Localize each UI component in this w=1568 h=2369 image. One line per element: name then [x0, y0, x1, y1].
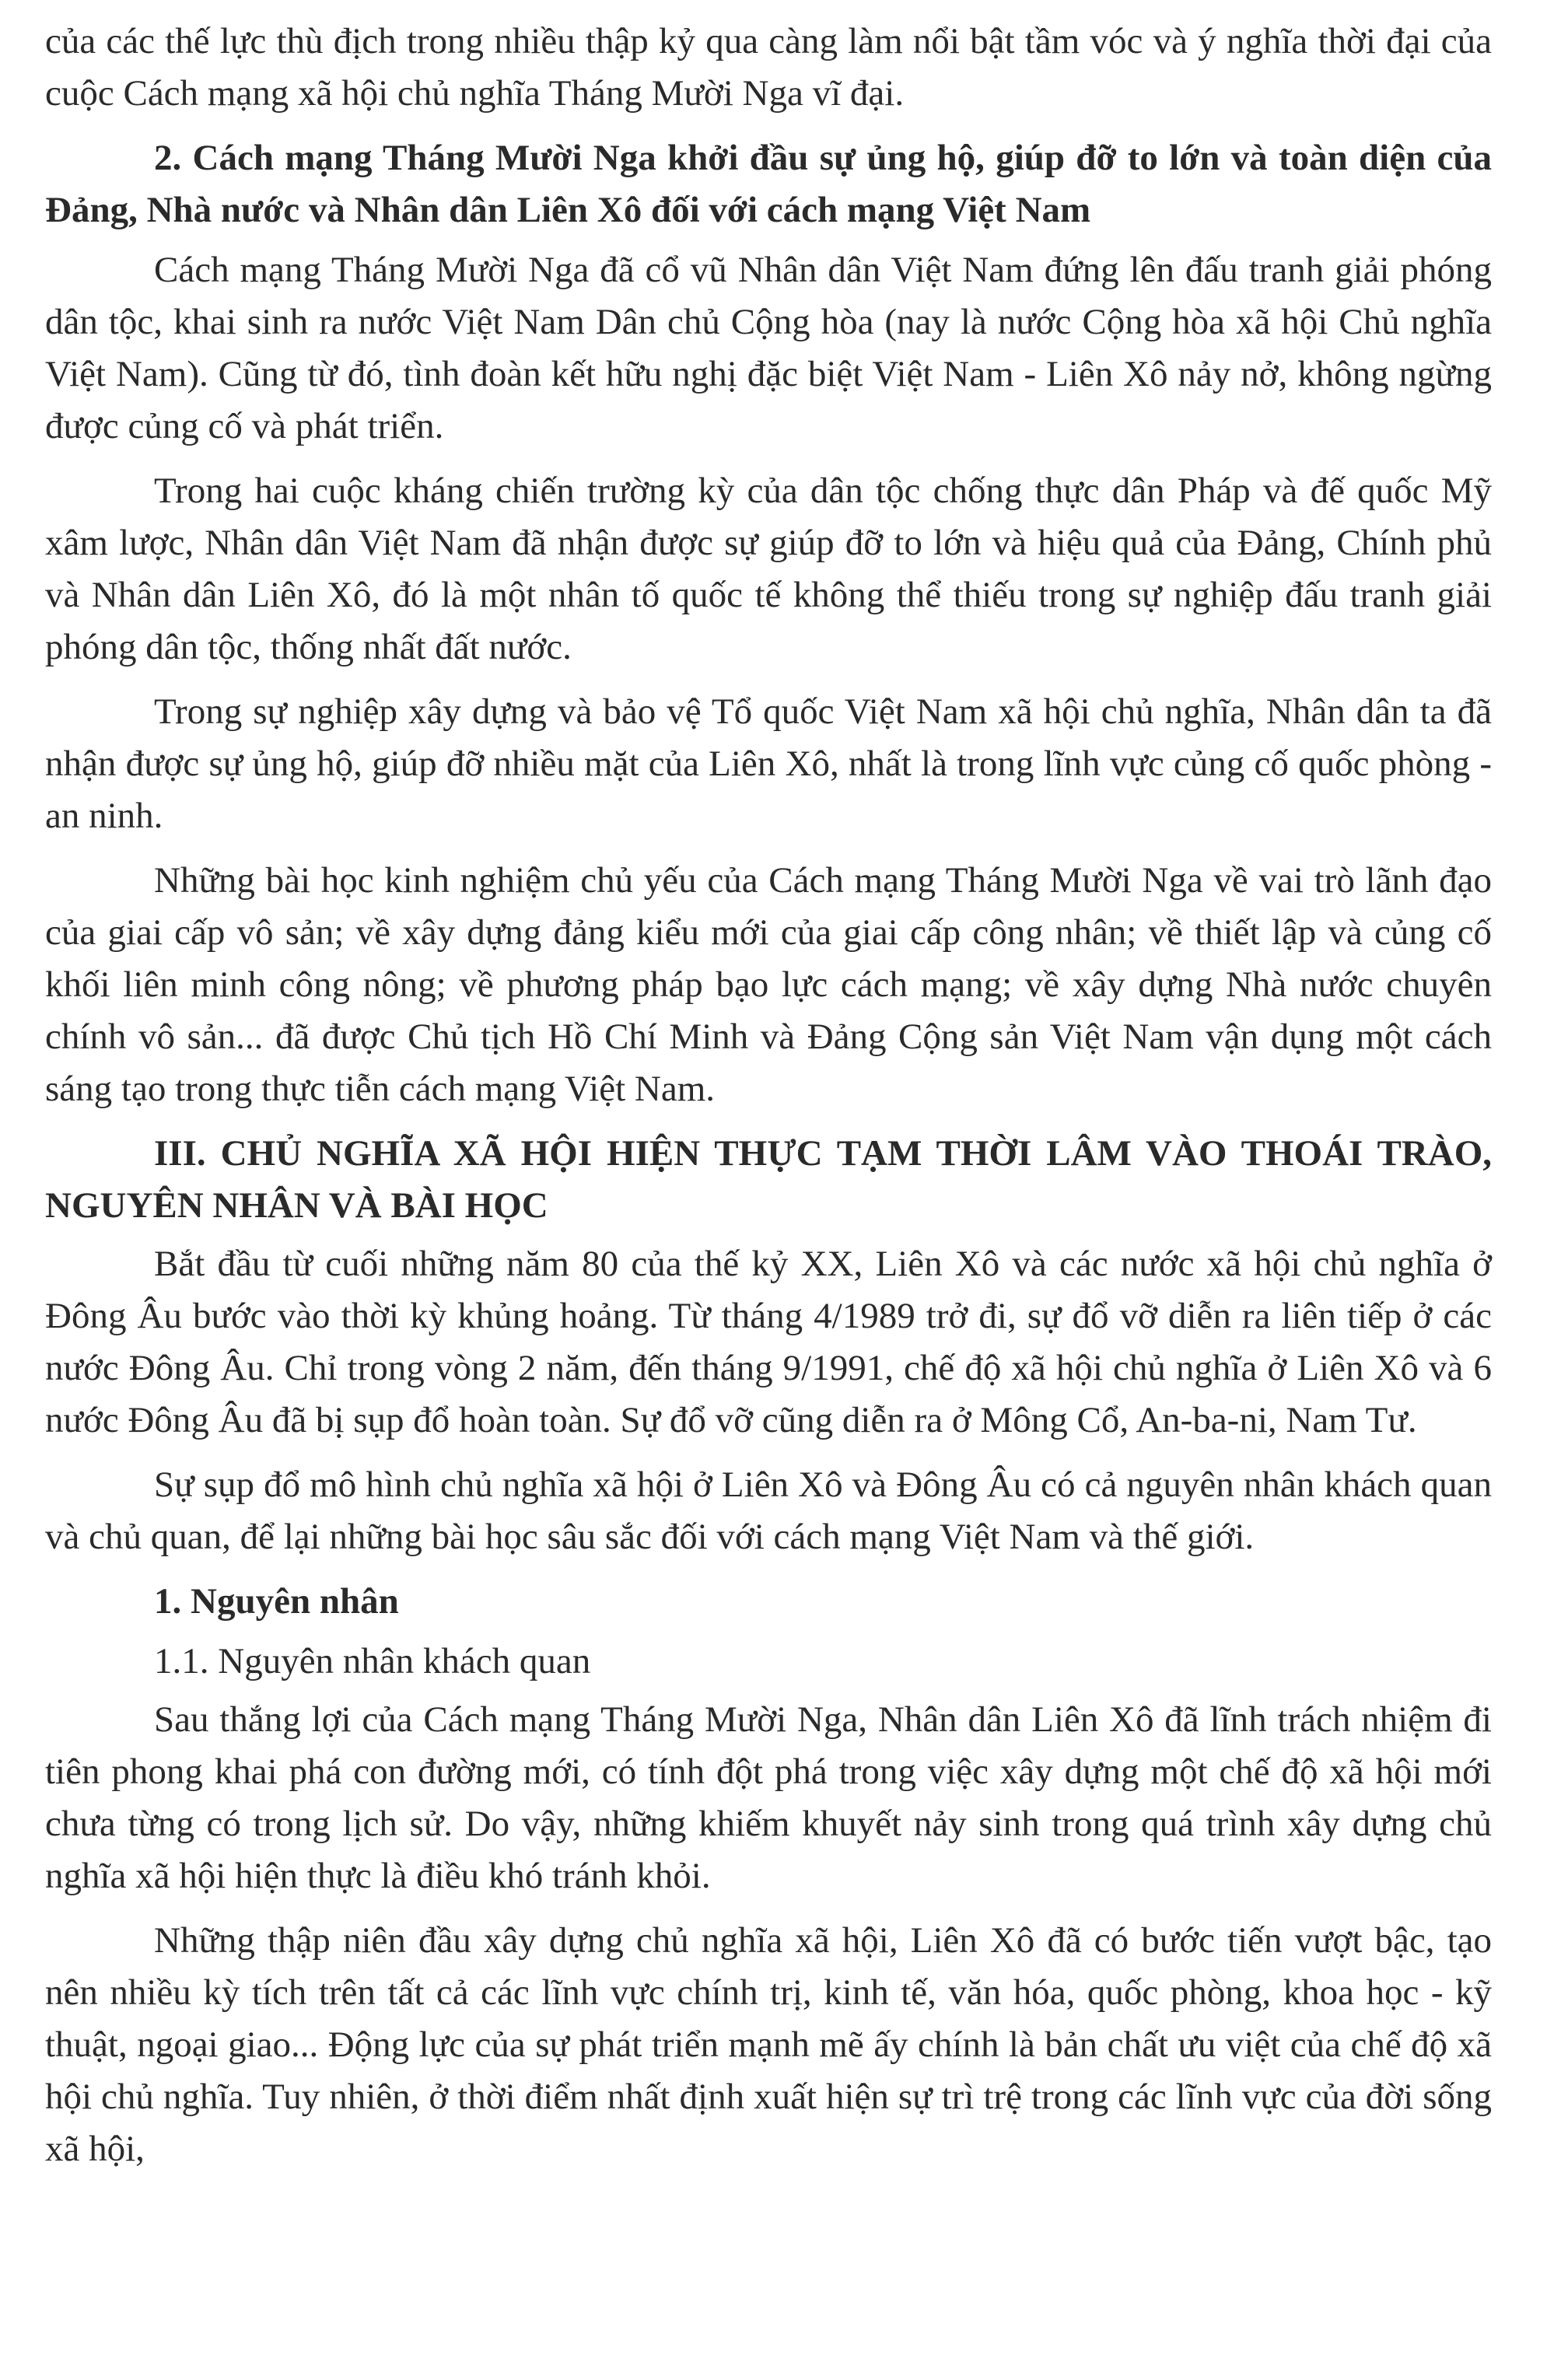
section2-heading: 2. Cách mạng Tháng Mười Nga khởi đầu sự ủng hộ, giúp đỡ to lớn và toàn diện của Đảng, Nhà nước và Nhân dân Liên Xô đối với cách mạng Việt Nam	[45, 138, 1492, 230]
section2-paragraph-1: Cách mạng Tháng Mười Nga đã cổ vũ Nhân dân Việt Nam đứng lên đấu tranh giải phóng dân tộc, khai sinh ra nước Việt Nam Dân chủ Cộng hòa (nay là nước Cộng hòa xã hội Chủ nghĩa Việt Nam). Cũng từ đó, tình đoàn kết hữu nghị đặc biệt Việt Nam - Liên Xô nảy nở, không ngừng được củng cố và phát triển.	[45, 250, 1492, 446]
subsection11-heading: 1.1. Nguyên nhân khách quan	[154, 1641, 591, 1681]
subsection11-paragraph-2: Những thập niên đầu xây dựng chủ nghĩa xã hội, Liên Xô đã có bước tiến vượt bậc, tạo nên nhiều kỳ tích trên tất cả các lĩnh vực chính trị, kinh tế, văn hóa, quốc phòng, khoa học - kỹ thuật, ngoại giao... Động lực của sự phát triển mạnh mẽ ấy chính là bản chất ưu việt của chế độ xã hội chủ nghĩa. Tuy nhiên, ở thời điểm nhất định xuất hiện sự trì trệ trong các lĩnh vực của đời sống xã hội,	[45, 1920, 1492, 2169]
subsection1-heading: 1. Nguyên nhân	[154, 1581, 399, 1622]
section2-paragraph-2: Trong hai cuộc kháng chiến trường kỳ của dân tộc chống thực dân Pháp và đế quốc Mỹ xâm lược, Nhân dân Việt Nam đã nhận được sự giúp đỡ to lớn và hiệu quả của Đảng, Chính phủ và Nhân dân Liên Xô, đó là một nhân tố quốc tế không thể thiếu trong sự nghiệp đấu tranh giải phóng dân tộc, thống nhất đất nước.	[45, 471, 1492, 667]
section3-paragraph-1: Bắt đầu từ cuối những năm 80 của thế kỷ XX, Liên Xô và các nước xã hội chủ nghĩa ở Đông Âu bước vào thời kỳ khủng hoảng. Từ tháng 4/1989 trở đi, sự đổ vỡ diễn ra liên tiếp ở các nước Đông Âu. Chỉ trong vòng 2 năm, đến tháng 9/1991, chế độ xã hội chủ nghĩa ở Liên Xô và 6 nước Đông Âu đã bị sụp đổ hoàn toàn. Sự đổ vỡ cũng diễn ra ở Mông Cổ, An-ba-ni, Nam Tư.	[45, 1244, 1492, 1440]
intro-continuation: của các thế lực thù địch trong nhiều thập kỷ qua càng làm nổi bật tầm vóc và ý nghĩa thời đại của cuộc Cách mạng xã hội chủ nghĩa Tháng Mười Nga vĩ đại.	[45, 21, 1492, 114]
document-page	[45, 16, 1492, 2188]
section2-paragraph-3: Trong sự nghiệp xây dựng và bảo vệ Tổ quốc Việt Nam xã hội chủ nghĩa, Nhân dân ta đã nhận được sự ủng hộ, giúp đỡ nhiều mặt của Liên Xô, nhất là trong lĩnh vực củng cố quốc phòng - an ninh.	[45, 691, 1492, 836]
subsection11-paragraph-1: Sau thắng lợi của Cách mạng Tháng Mười Nga, Nhân dân Liên Xô đã lĩnh trách nhiệm đi tiên phong khai phá con đường mới, có tính đột phá trong việc xây dựng một chế độ xã hội mới chưa từng có trong lịch sử. Do vậy, những khiếm khuyết nảy sinh trong quá trình xây dựng chủ nghĩa xã hội hiện thực là điều khó tránh khỏi.	[45, 1699, 1492, 1896]
section2-paragraph-4: Những bài học kinh nghiệm chủ yếu của Cách mạng Tháng Mười Nga về vai trò lãnh đạo của giai cấp vô sản; về xây dựng đảng kiểu mới của giai cấp công nhân; về thiết lập và củng cố khối liên minh công nông; về phương pháp bạo lực cách mạng; về xây dựng Nhà nước chuyên chính vô sản... đã được Chủ tịch Hồ Chí Minh và Đảng Cộng sản Việt Nam vận dụng một cách sáng tạo trong thực tiễn cách mạng Việt Nam.	[45, 860, 1492, 1109]
section3-heading: III. CHỦ NGHĨA XÃ HỘI HIỆN THỰC TẠM THỜI LÂM VÀO THOÁI TRÀO, NGUYÊN NHÂN VÀ BÀI HỌC	[45, 1133, 1492, 1226]
section3-paragraph-2: Sự sụp đổ mô hình chủ nghĩa xã hội ở Liên Xô và Đông Âu có cả nguyên nhân khách quan và chủ quan, để lại những bài học sâu sắc đối với cách mạng Việt Nam và thế giới.	[45, 1464, 1492, 1557]
